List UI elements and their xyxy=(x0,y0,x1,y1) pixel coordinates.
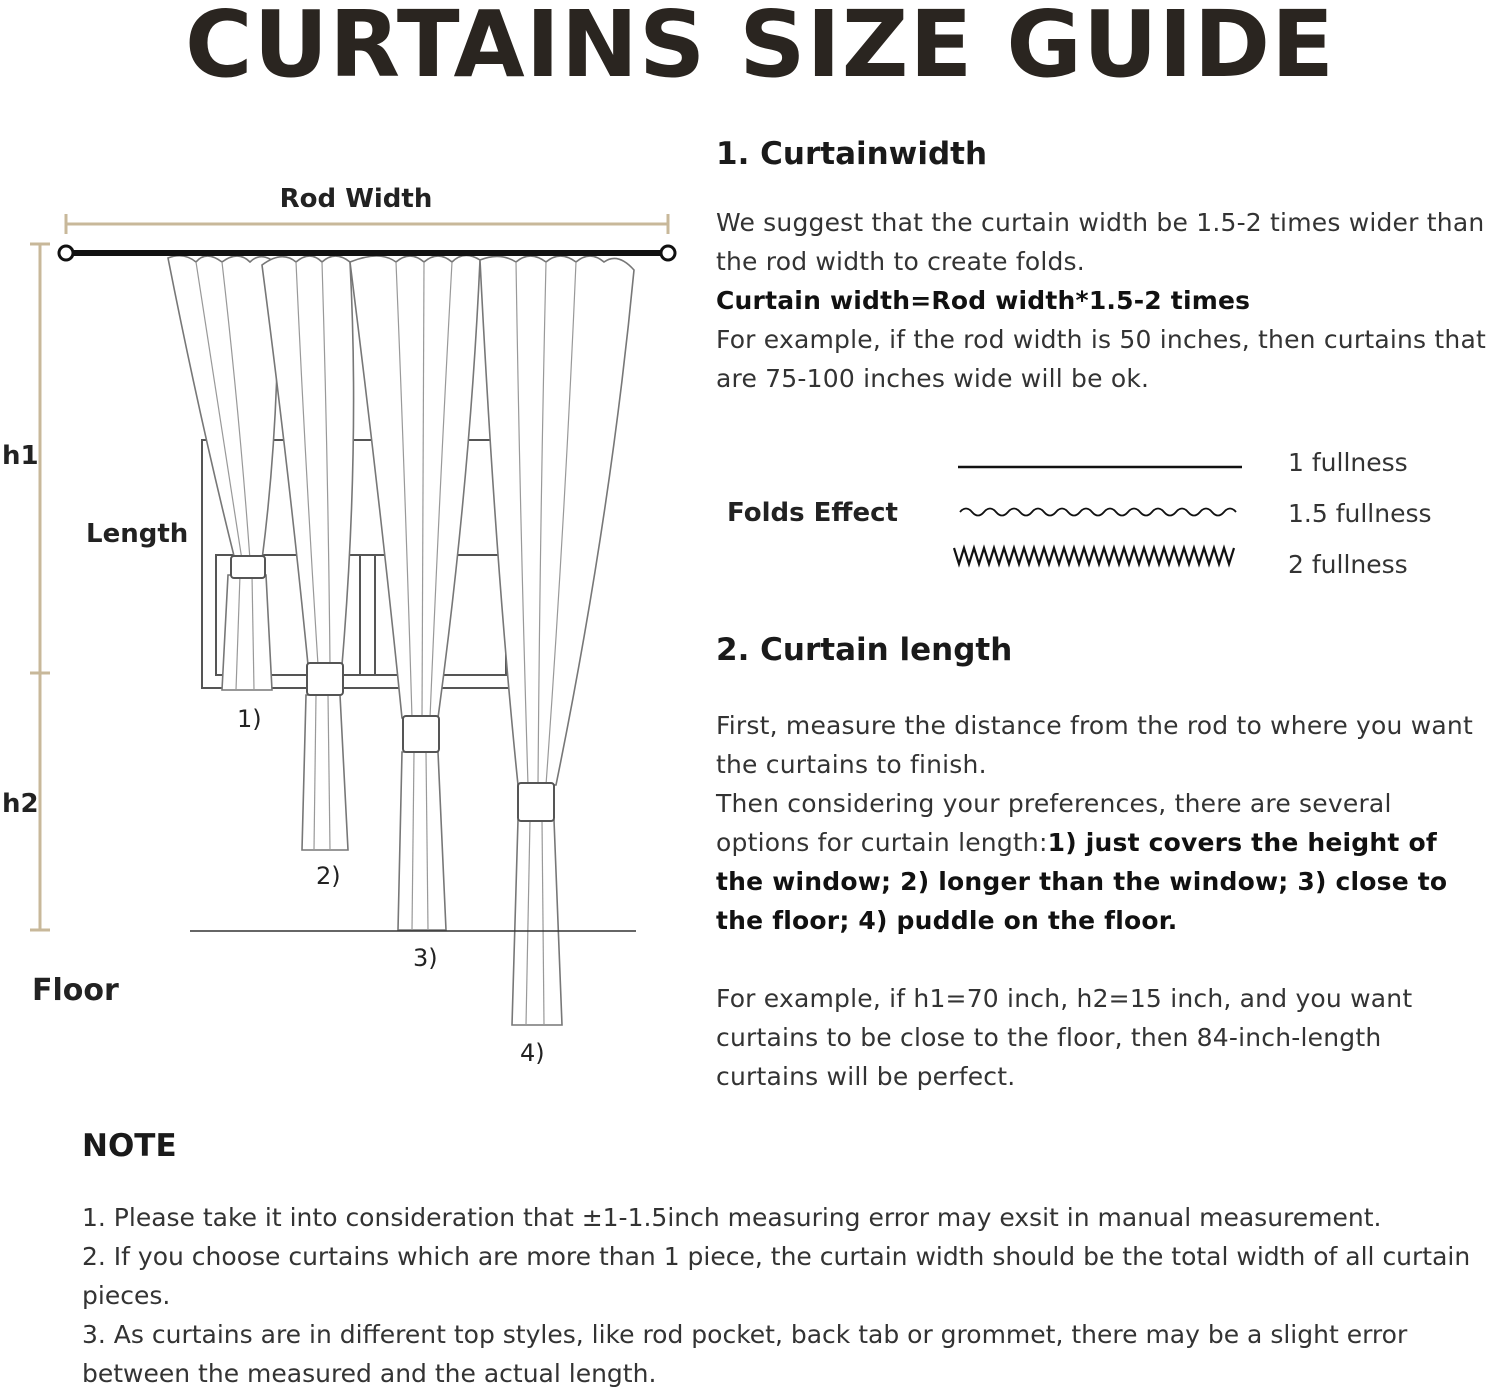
length-options-list: 1) just covers the height of the window; 2) longer than the window; 3) close to the floor; 4) puddle on the floor. xyxy=(716,828,1448,935)
width-section-heading: 1. Curtainwidth xyxy=(716,136,988,172)
fold-line-2 xyxy=(954,548,1234,564)
length-options xyxy=(716,784,1486,940)
option-label-3: 3) xyxy=(413,944,438,972)
length-label: Length xyxy=(86,519,189,549)
note-body xyxy=(82,1198,1482,1393)
length-section-heading: 2. Curtain length xyxy=(716,632,1013,668)
height-dimension xyxy=(30,244,50,930)
fold-label-1: 1 fullness xyxy=(1288,448,1408,477)
rod-width-label: Rod Width xyxy=(279,184,433,214)
rod-width-dimension xyxy=(66,214,668,234)
fold-label-1-5: 1.5 fullness xyxy=(1288,499,1432,528)
length-options-text: Then considering your preferences, there are several options for curtain length: xyxy=(716,789,1392,857)
curtain-diagram xyxy=(0,120,690,1100)
width-formula: Curtain width=Rod width*1.5-2 times xyxy=(716,286,1251,315)
length-section-body xyxy=(716,706,1486,1096)
h2-label: h2 xyxy=(2,789,39,819)
width-section-body xyxy=(716,203,1496,398)
width-example: For example, if the rod width is 50 inches, then curtains that are 75-100 inches wide will be ok. xyxy=(716,325,1486,393)
folds-illustration xyxy=(950,450,1250,580)
note-heading: NOTE xyxy=(82,1128,177,1164)
length-intro: First, measure the distance from the rod to where you want the curtains to finish. xyxy=(716,711,1473,779)
page-title: CURTAINS SIZE GUIDE xyxy=(185,0,1335,98)
length-example: For example, if h1=70 inch, h2=15 inch, and you want curtains to be close to the floor, then 84-inch-length curtains will be perfect. xyxy=(716,984,1413,1091)
note-line-1: 1. Please take it into consideration that ±1-1.5inch measuring error may exsit in manual measurement. xyxy=(82,1203,1382,1232)
floor-label: Floor xyxy=(32,973,119,1008)
h1-label: h1 xyxy=(2,441,39,471)
option-label-2: 2) xyxy=(316,862,341,890)
folds-effect-label: Folds Effect xyxy=(727,498,898,528)
note-line-3: 3. As curtains are in different top styles, like rod pocket, back tab or grommet, there may be a slight error between the measured and the actual length. xyxy=(82,1320,1408,1388)
note-line-2: 2. If you choose curtains which are more than 1 piece, the curtain width should be the total width of all curtain pieces. xyxy=(82,1242,1471,1310)
fold-label-2: 2 fullness xyxy=(1288,550,1408,579)
option-label-1: 1) xyxy=(237,705,262,733)
option-label-4: 4) xyxy=(520,1039,545,1067)
fold-line-1-5 xyxy=(960,509,1236,516)
width-intro: We suggest that the curtain width be 1.5-2 times wider than the rod width to create folds. xyxy=(716,208,1485,276)
